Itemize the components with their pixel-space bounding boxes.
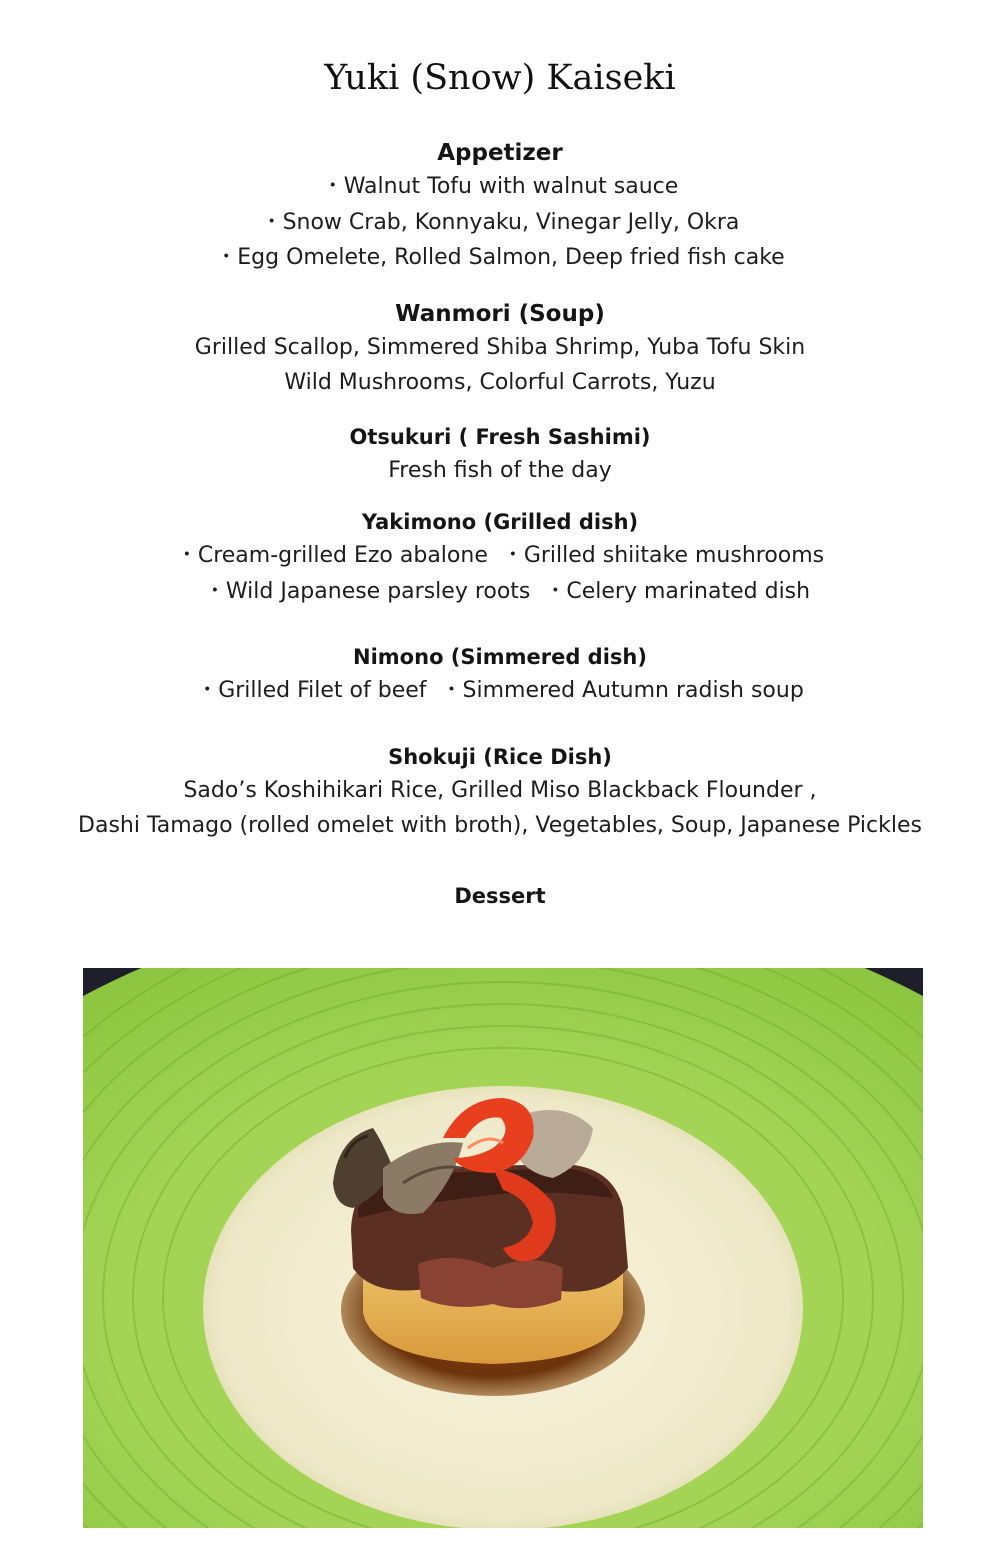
section-heading: Nimono (Simmered dish) xyxy=(353,645,647,669)
section-heading: Appetizer xyxy=(437,140,563,166)
menu-section-rice xyxy=(0,741,1000,844)
dish-photo xyxy=(83,968,923,1528)
menu-item: ・Cream-grilled Ezo abalone ・Grilled shiitake mushrooms xyxy=(175,543,825,568)
menu-item: Dashi Tamago (rolled omelet with broth), Vegetables, Soup, Japanese Pickles xyxy=(78,813,922,838)
menu-item: Grilled Scallop, Simmered Shiba Shrimp, Yuba Tofu Skin xyxy=(194,334,806,360)
menu-section-grilled xyxy=(0,506,1000,609)
menu-item: ・Snow Crab, Konnyaku, Vinegar Jelly, Okra xyxy=(260,209,740,235)
menu-section-simmered xyxy=(0,641,1000,709)
section-heading: Otsukuri ( Fresh Sashimi) xyxy=(349,424,651,449)
menu-item: ・Egg Omelete, Rolled Salmon, Deep fried fish cake xyxy=(215,245,785,270)
section-heading: Shokuji (Rice Dish) xyxy=(388,744,612,769)
section-heading: Yakimono (Grilled dish) xyxy=(361,510,639,534)
section-heading: Dessert xyxy=(454,883,546,908)
menu-section-soup xyxy=(0,298,1000,401)
menu-section-appetizer xyxy=(0,137,1000,276)
menu-item: Fresh fish of the day xyxy=(388,457,612,483)
menu-item: ・Grilled Filet of beef ・Simmered Autumn radish soup xyxy=(196,678,804,703)
menu-item: Wild Mushrooms, Colorful Carrots, Yuzu xyxy=(284,370,716,395)
page-title: Yuki (Snow) Kaiseki xyxy=(324,58,676,98)
section-heading: Wanmori (Soup) xyxy=(395,300,605,327)
menu-section-dessert xyxy=(0,880,1000,912)
menu-list xyxy=(0,137,1000,912)
menu-item: Sado’s Koshihikari Rice, Grilled Miso Blackback Flounder , xyxy=(183,777,817,803)
dish-photo-illustration xyxy=(83,968,923,1528)
menu-section-sashimi xyxy=(0,421,1000,489)
menu-item: ・Wild Japanese parsley roots ・Celery marinated dish xyxy=(189,578,811,604)
menu-item: ・Walnut Tofu with walnut sauce xyxy=(321,174,679,199)
